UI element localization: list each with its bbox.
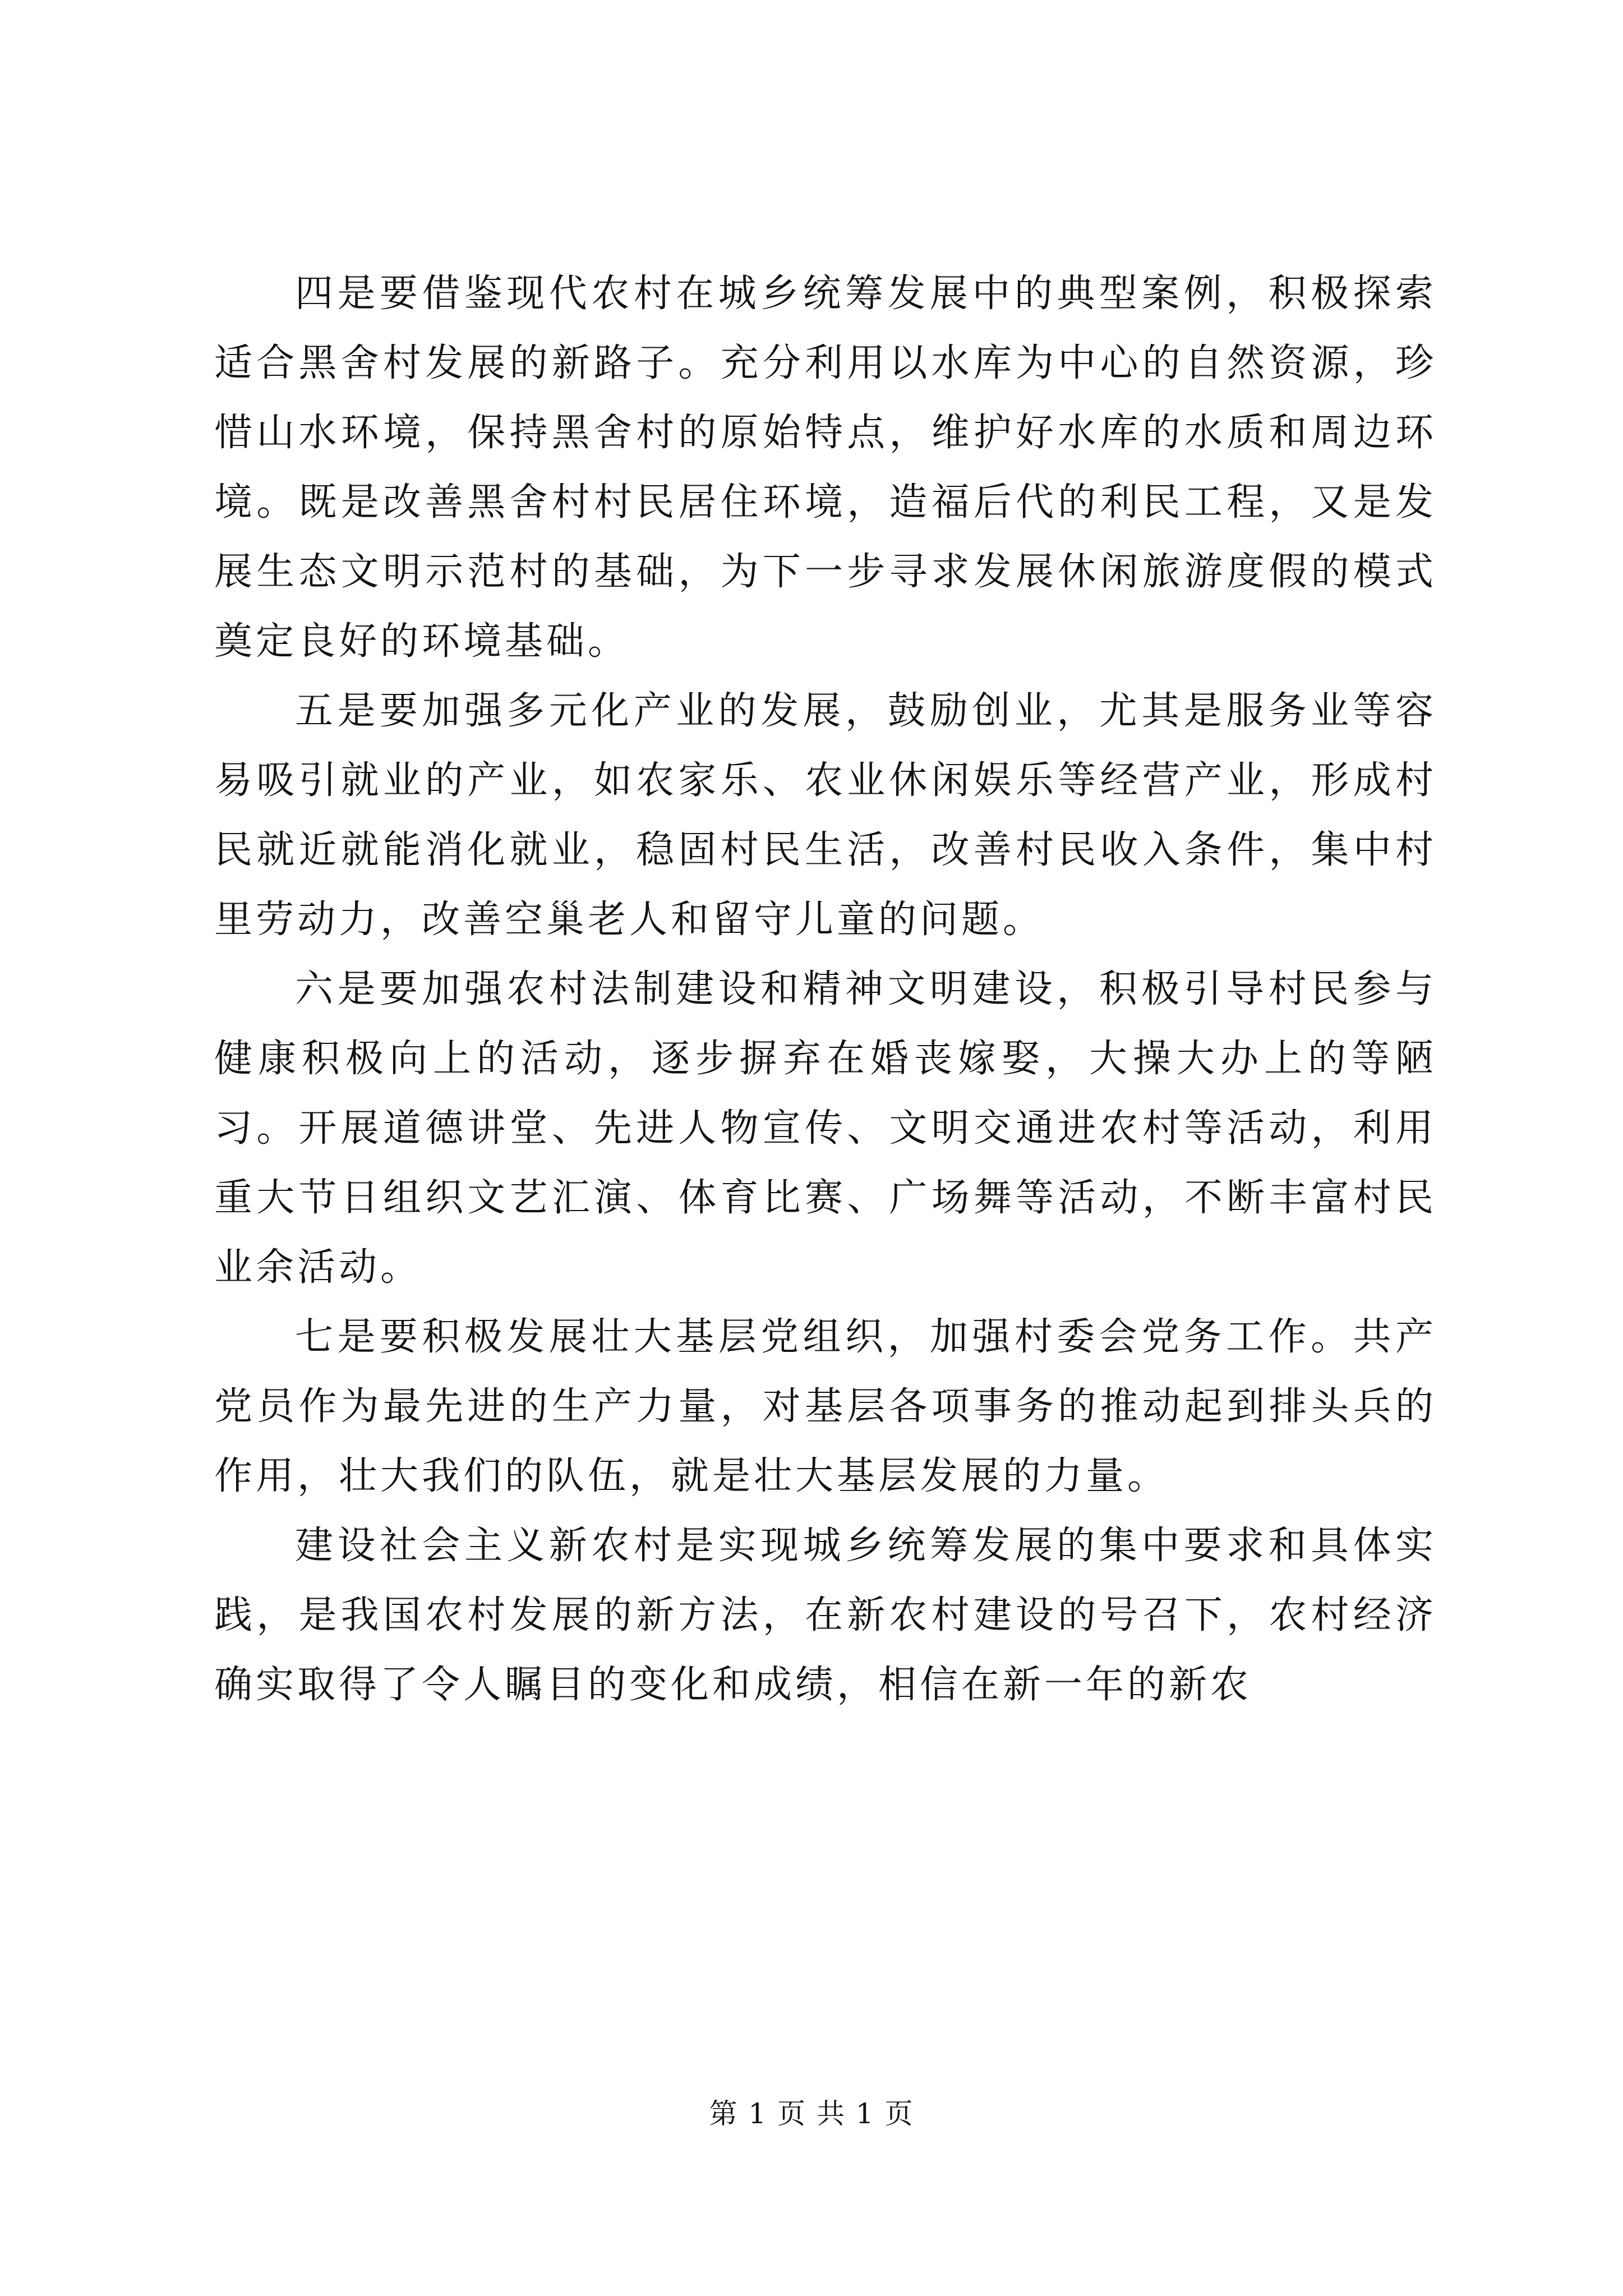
paragraph-1: 四是要借鉴现代农村在城乡统筹发展中的典型案例，积极探索适合黑舍村发展的新路子。充分利用以水库为中心的自然资源，珍惜山水环境，保持黑舍村的原始特点，维护好水库的水质和周边环境。既是改善黑舍村村民居住环境，造福后代的利民工程，又是发展生态文明示范村的基础，为下一步寻求发展休闲旅游度假的模式奠定良好的环境基础。	[214, 272, 1437, 664]
paragraph-3: 六是要加强农村法制建设和精神文明建设，积极引导村民参与健康积极向上的活动，逐步摒弃在婚丧嫁娶，大操大办上的等陋习。开展道德讲堂、先进人物宣传、文明交通进农村等活动，利用重大节日组织文艺汇演、体育比赛、广场舞等活动，不断丰富村民业余活动。	[214, 967, 1437, 1290]
paragraph-5: 建设社会主义新农村是实现城乡统筹发展的集中要求和具体实践，是我国农村发展的新方法，在新农村建设的号召下，农村经济确实取得了令人瞩目的变化和成绩，相信在新一年的新农	[214, 1524, 1437, 1707]
paragraph-4: 七是要积极发展壮大基层党组织，加强村委会党务工作。共产党员作为最先进的生产力量，对基层各项事务的推动起到排头兵的作用，壮大我们的队伍，就是壮大基层发展的力量。	[214, 1315, 1437, 1498]
document-body	[214, 259, 1437, 1720]
paragraph-2: 五是要加强多元化产业的发展，鼓励创业，尤其是服务业等容易吸引就业的产业，如农家乐、农业休闲娱乐等经营产业，形成村民就近就能消化就业，稳固村民生活，改善村民收入条件，集中村里劳动力，改善空巢老人和留守儿童的问题。	[214, 689, 1437, 942]
page-footer: 第 1 页 共 1 页	[709, 2097, 914, 2130]
